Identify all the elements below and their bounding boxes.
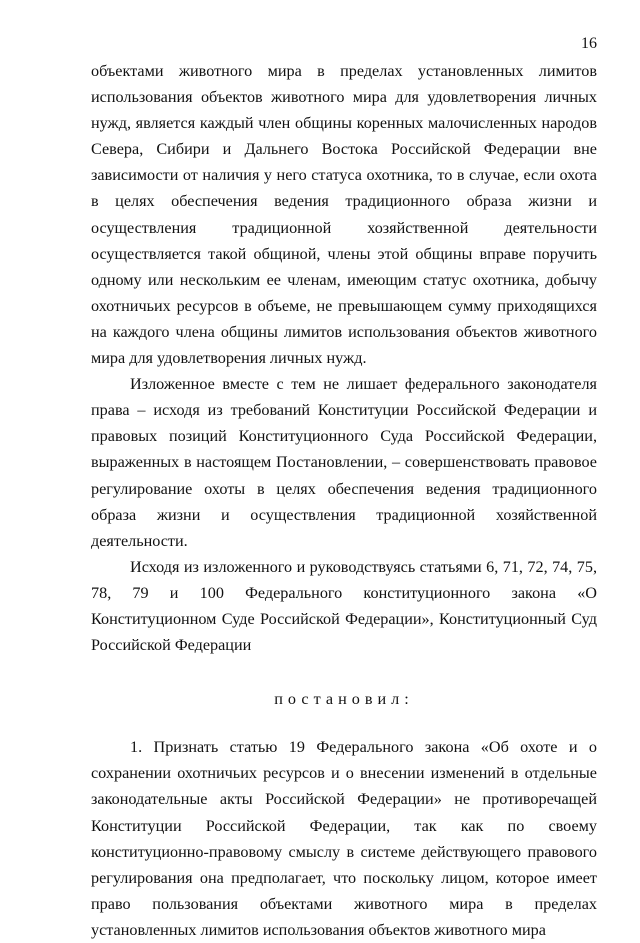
paragraph-legislator-note: Изложенное вместе с тем не лишает федерального законодателя права – исходя из требований Конституции Российской Федерации и правовых позиций Конституционного Суда Российской Федерации, выраженных в настоящем Постановлении, – совершенствовать правовое регулирование охоты в целях обеспечения ведения традиционного образа жизни и осуществления традиционной хозяйственной деятельности. xyxy=(91,375,597,550)
paragraph-legal-basis: Исходя из изложенного и руководствуясь статьями 6, 71, 72, 74, 75, 78, 79 и 100 Федерального конституционного закона «О Конституционном Суде Российской Федерации», Конституционный Суд Российской Федерации xyxy=(91,557,597,655)
document-body xyxy=(91,58,597,943)
decision-heading: постановил: xyxy=(274,690,414,709)
paragraph-continuation: объектами животного мира в пределах установленных лимитов использования объектов животного мира для удовлетворения личных нужд, является каждый член общины коренных малочисленных народов Севера, Сибири и Дальнего Востока Российской Федерации вне зависимости от наличия у него статуса охотника, то в случае, если охота в целях обеспечения ведения традиционного образа жизни и осуществления традиционной хозяйственной деятельности осуществляется такой общиной, члены этой общины вправе поручить одному или нескольким ее членам, имеющим статус охотника, добычу охотничьих ресурсов в объеме, не превышающем сумму приходящихся на каждого члена общины лимитов использования объектов животного мира для удовлетворения личных нужд. xyxy=(91,62,597,368)
resolution-paragraph-1: 1. Признать статью 19 Федерального закона «Об охоте и о сохранении охотничьих ресурсов и о внесении изменений в отдельные законодательные акты Российской Федерации» не противоречащей Конституции Российской Федерации, так как по своему конституционно-правовому смыслу в системе действующего правового регулирования она предполагает, что поскольку лицом, которое имеет право пользования объектами животного мира в пределах установленных лимитов использования объектов животного мира xyxy=(91,738,597,939)
page-number: 16 xyxy=(581,35,597,52)
